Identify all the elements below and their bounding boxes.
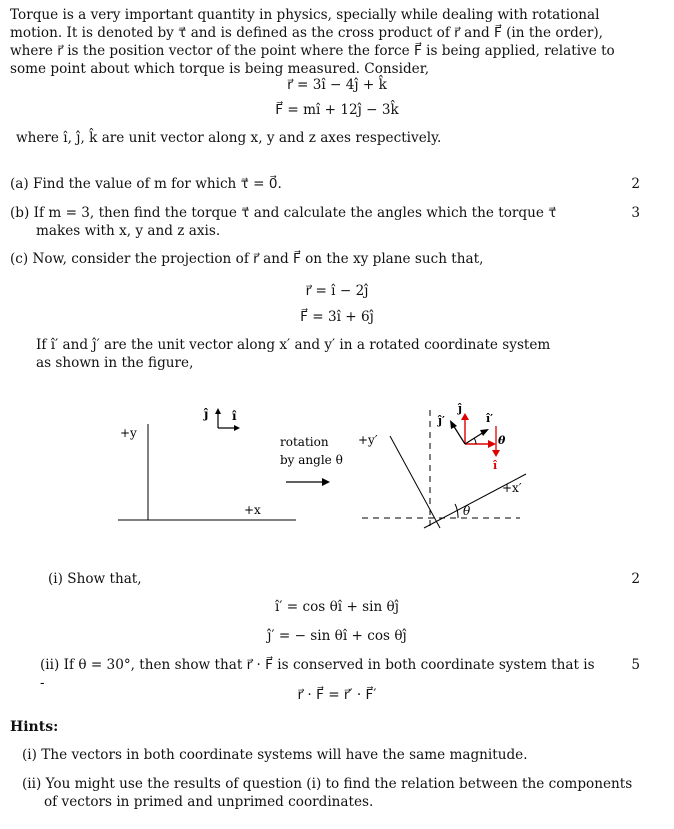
- question-b: (b) If m = 3, then find the torque τ⃗ and calculate the angles which the torque τ⃗ makes with x, y and z axis.: [10, 205, 557, 239]
- equation-F: F⃗ = mî + 12ĵ − 3k̂: [275, 102, 399, 118]
- question-a: (a) Find the value of m for which τ⃗ = 0⃗.: [10, 176, 282, 192]
- equation-F-projection: F⃗ = 3î + 6ĵ: [300, 309, 374, 325]
- right-i-hat-label: î: [493, 459, 498, 472]
- rotation-figure: [100, 400, 540, 536]
- left-plus-y-label: +y: [120, 426, 137, 440]
- hint-item-text: (i) The vectors in both coordinate systems will have the same magnitude.: [22, 747, 528, 763]
- equation-i-prime: î′ = cos θî + sin θĵ: [275, 599, 399, 615]
- right-j-prime-label: ĵ′: [438, 414, 445, 427]
- left-i-hat-label: î: [232, 409, 237, 423]
- unit-vector-note: where î, ĵ, k̂ are unit vector along x, y and z axes respectively.: [16, 130, 442, 146]
- rotated-system-text: If î′ and ĵ′ are the unit vector along x′ and y′ in a rotated coordinate system as shown in the figure,: [36, 337, 551, 371]
- question-c-ii-marks: 5: [631, 657, 640, 673]
- question-c: (c) Now, consider the projection of r⃗ and F⃗ on the xy plane such that,: [10, 251, 484, 267]
- equation-r: r⃗ = 3î − 4ĵ + k̂: [287, 77, 387, 93]
- right-j-hat-label: ĵ: [458, 402, 462, 415]
- rotation-label-line2: by angle θ: [280, 453, 343, 467]
- hint-item: [22, 775, 642, 811]
- question-c-ii: (ii) If θ = 30°, then show that r⃗ · F⃗ is conserved in both coordinate system that is -: [40, 657, 595, 691]
- right-plus-x-prime-label: +x′: [502, 481, 522, 495]
- hints-title: Hints:: [10, 719, 59, 735]
- question-c-i: (i) Show that,: [48, 571, 142, 587]
- question-b-marks: 3: [631, 205, 640, 221]
- question-a-marks: 2: [631, 176, 640, 192]
- left-plus-x-label: +x: [244, 503, 261, 517]
- hint-item-text: (ii) You might use the results of question (i) to find the relation between the components of vectors in primed and unprimed coordinates.: [22, 776, 633, 810]
- equation-j-prime: ĵ′ = − sin θî + cos θĵ: [267, 628, 407, 644]
- hint-item: [22, 746, 642, 764]
- left-j-hat-label: ĵ: [204, 407, 209, 421]
- rotation-arrow-icon: [286, 478, 330, 486]
- right-plus-y-prime-label: +y′: [358, 433, 378, 447]
- rotation-label-line1: rotation: [280, 435, 329, 449]
- intro-paragraph: Torque is a very important quantity in physics, specially while dealing with rotational motion. It is denoted by τ⃗ and is defined as the cross product of r⃗ and F⃗ (in the order), where r⃗ is the position vector of the point where the force F⃗ is being applied, relative to some point about which torque is being measured. Consider,: [10, 7, 615, 77]
- rotated-y-prime-axis: [390, 436, 440, 528]
- theta-label-top: θ: [498, 434, 506, 447]
- equation-dot-product: r⃗ · F⃗ = r⃗′ · F⃗′: [297, 687, 377, 703]
- question-c-i-marks: 2: [631, 571, 640, 587]
- right-i-prime-label: î′: [486, 412, 494, 425]
- theta-label-bottom: θ: [463, 504, 471, 518]
- equation-r-projection: r⃗ = î − 2ĵ: [305, 283, 369, 299]
